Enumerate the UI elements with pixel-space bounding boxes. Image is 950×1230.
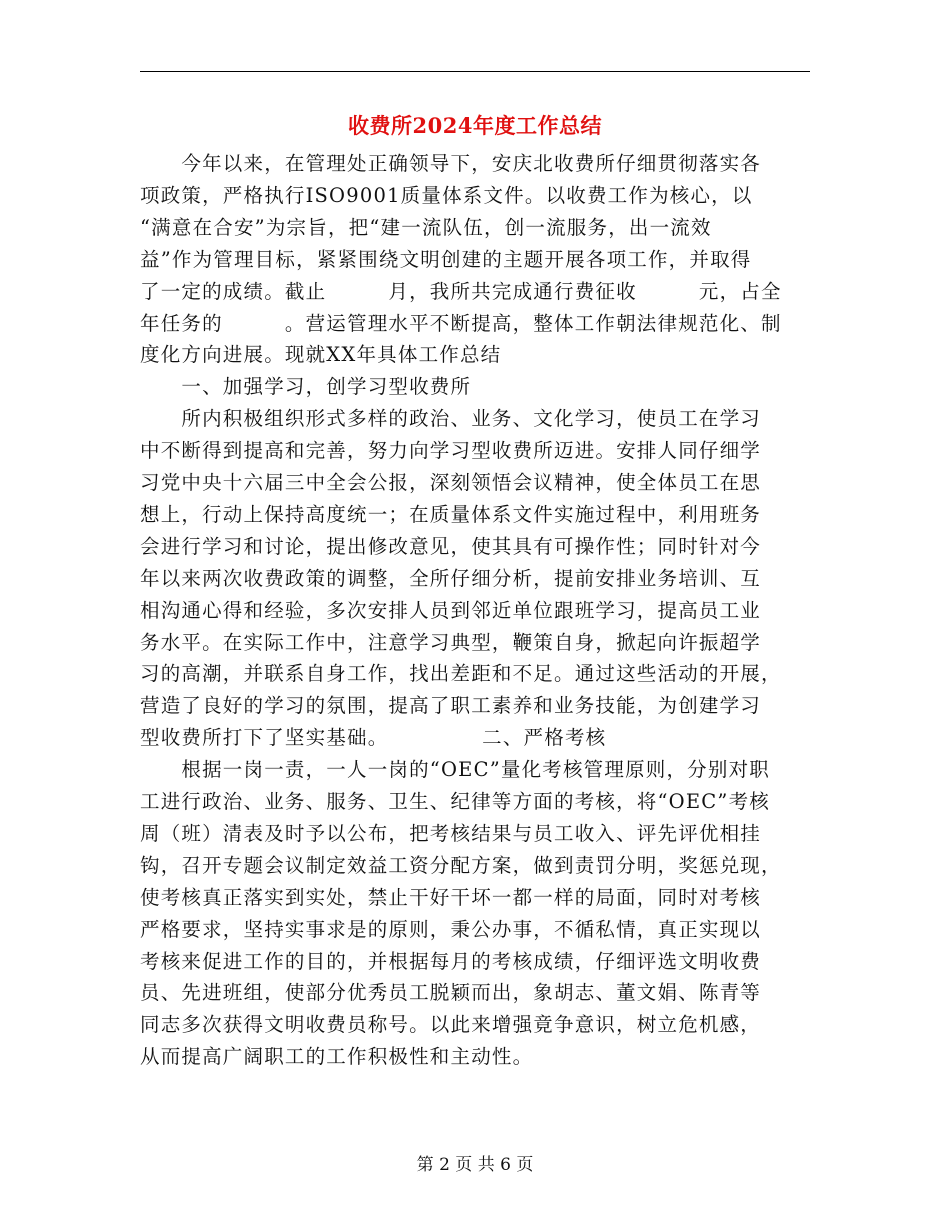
body-text-line: “满意在合安”为宗旨，把“建一流队伍，创一流服务，出一流效: [140, 215, 712, 239]
body-text-line: 度化方向进展。现就XX年具体工作总结: [140, 343, 502, 367]
body-text-line: 了一定的成绩。截止 月，我所共完成通行费征收 元，占全: [140, 279, 782, 303]
page-number: 第 2 页 共 6 页: [416, 1155, 534, 1175]
body-text-line: 使考核真正落实到实处，禁止干好干坏一都一样的局面，同时对考核: [140, 885, 762, 909]
body-text-line: 同志多次获得文明收费员称号。以此来增强竟争意识，树立危机感，: [140, 1013, 762, 1037]
body-text-line: 项政策，严格执行ISO9001质量体系文件。以收费工作为核心，以: [140, 183, 753, 207]
body-text-line: 年任务的 。营运管理水平不断提高，整体工作朝法律规范化、制: [140, 311, 782, 335]
body-text-line: 从而提高广阔职工的工作积极性和主动性。: [140, 1045, 534, 1069]
body-text-line: 务水平。在实际工作中，注意学习典型，鞭策自身，掀起向许振超学: [140, 630, 762, 654]
body-text-line: 营造了良好的学习的氛围，提高了职工素养和业务技能，为创建学习: [140, 694, 762, 718]
body-text-line: 钩，召开专题会议制定效益工资分配方案，做到责罚分明，奖惩兑现，: [140, 853, 782, 877]
body-text-line: 想上，行动上保持高度统一；在质量体系文件实施过程中，利用班务: [140, 502, 762, 526]
body-text-line: 周（班）清表及时予以公布，把考核结果与员工收入、评先评优相挂: [140, 821, 762, 845]
body-text-line: 工进行政治、业务、服务、卫生、纪律等方面的考核，将“OEC”考核: [140, 790, 770, 813]
body-text-line: 一、加强学习，创学习型收费所: [140, 375, 472, 399]
body-text-line: 员、先进班组，使部分优秀员工脱颖而出，象胡志、董文娟、陈青等: [140, 981, 762, 1005]
body-text-line: 考核来促进工作的目的，并根据每月的考核成绩，仔细评选文明收费: [140, 949, 762, 973]
body-text-line: 习的高潮，并联系自身工作，找出差距和不足。通过这些活动的开展，: [140, 662, 782, 686]
body-text-line: 严格要求，坚持实事求是的原则，秉公办事，不循私情，真正实现以: [140, 917, 762, 941]
header-rule: [140, 71, 810, 72]
body-text-line: 今年以来，在管理处正确领导下，安庆北收费所仔细贯彻落实各: [140, 152, 762, 175]
body-text-line: 型收费所打下了坚实基础。 二、严格考核: [140, 726, 607, 750]
body-text-line: 会进行学习和讨论，提出修改意见，使其具有可操作性；同时针对今: [140, 534, 762, 558]
body-text-line: 年以来两次收费政策的调整，全所仔细分析，提前安排业务培训、互: [140, 566, 762, 590]
body-text-line: 根据一岗一责，一人一岗的“OEC”量化考核管理原则，分别对职: [140, 758, 770, 782]
body-text-line: 所内积极组织形式多样的政治、业务、文化学习，使员工在学习: [140, 407, 762, 431]
document-title: 收费所2024年度工作总结: [348, 113, 602, 138]
body-text-line: 中不断得到提高和完善，努力向学习型收费所迈进。安排人同仔细学: [140, 439, 762, 463]
body-text-line: 益”作为管理目标，紧紧围绕文明创建的主题开展各项工作，并取得: [140, 247, 752, 271]
body-text-line: 习党中央十六届三中全会公报，深刻领悟会议精神，使全体员工在思: [140, 471, 762, 494]
body-text-line: 相沟通心得和经验，多次安排人员到邻近单位跟班学习，提高员工业: [140, 598, 762, 622]
